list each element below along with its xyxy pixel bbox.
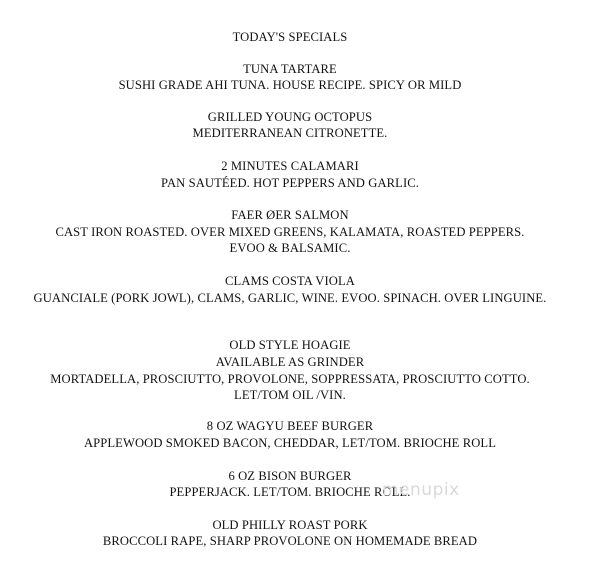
watermark-logo: menupix: [382, 480, 460, 500]
item-name: 6 OZ BISON BURGER: [228, 469, 352, 483]
item-description: PEPPERJACK. LET/TOM. BRIOCHE ROLL.: [169, 485, 411, 499]
item-description: GUANCIALE (PORK JOWL), CLAMS, GARLIC, WINE. EVOO. SPINACH. OVER LINGUINE.: [33, 291, 547, 305]
item-name: 8 OZ WAGYU BEEF BURGER: [206, 419, 374, 433]
item-description: PAN SAUTÉED. HOT PEPPERS AND GARLIC.: [161, 176, 419, 190]
item-description: LET/TOM OIL /VIN.: [234, 388, 346, 402]
item-description: CAST IRON ROASTED. OVER MIXED GREENS, KALAMATA, ROASTED PEPPERS.: [55, 225, 525, 239]
item-name: GRILLED YOUNG OCTOPUS: [207, 110, 373, 124]
item-description: MORTADELLA, PROSCIUTTO, PROVOLONE, SOPPRESSATA, PROSCIUTTO COTTO.: [50, 372, 530, 386]
menu-title: TODAY'S SPECIALS: [232, 30, 348, 44]
item-name: TUNA TARTARE: [243, 62, 337, 76]
item-description: MEDITERRANEAN CITRONETTE.: [192, 126, 388, 140]
item-description: SUSHI GRADE AHI TUNA. HOUSE RECIPE. SPICY OR MILD: [118, 78, 462, 92]
item-name: 2 MINUTES CALAMARI: [221, 159, 359, 173]
item-description: BROCCOLI RAPE, SHARP PROVOLONE ON HOMEMADE BREAD: [102, 534, 478, 548]
item-name: CLAMS COSTA VIOLA: [225, 274, 355, 288]
item-description: APPLEWOOD SMOKED BACON, CHEDDAR, LET/TOM. BRIOCHE ROLL: [83, 436, 497, 450]
item-name: FAER ØER SALMON: [231, 208, 349, 222]
item-name: OLD PHILLY ROAST PORK: [212, 518, 368, 532]
item-description: AVAILABLE AS GRINDER: [215, 355, 365, 369]
item-name: OLD STYLE HOAGIE: [229, 338, 351, 352]
item-description: EVOO & BALSAMIC.: [229, 241, 351, 255]
